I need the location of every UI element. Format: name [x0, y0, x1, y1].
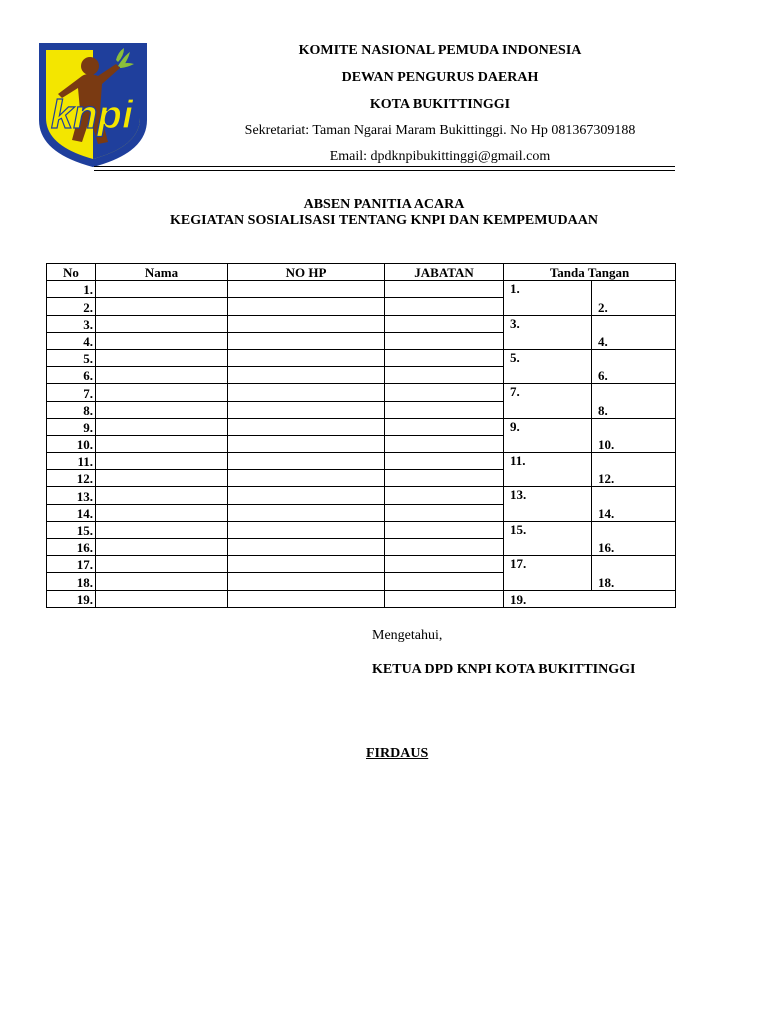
nama-cell[interactable]: [96, 315, 228, 332]
col-header-jabatan: JABATAN: [385, 264, 504, 281]
nohp-cell[interactable]: [228, 315, 385, 332]
jabatan-cell[interactable]: [385, 435, 504, 452]
row-number: 9.: [47, 418, 96, 435]
header-rule-thin: [94, 170, 675, 171]
table-row: [47, 453, 676, 470]
row-number: 6.: [47, 367, 96, 384]
nama-cell[interactable]: [96, 298, 228, 315]
row-number: 5.: [47, 349, 96, 366]
signature-cell-left[interactable]: 15.: [504, 521, 592, 555]
col-header-no: No: [47, 264, 96, 281]
nohp-cell[interactable]: [228, 418, 385, 435]
nohp-cell[interactable]: [228, 281, 385, 298]
nama-cell[interactable]: [96, 384, 228, 401]
nohp-cell[interactable]: [228, 573, 385, 590]
org-council: DEWAN PENGURUS DAERAH: [341, 70, 539, 85]
nohp-cell[interactable]: [228, 332, 385, 349]
nama-cell[interactable]: [96, 349, 228, 366]
chairman-title: KETUA DPD KNPI KOTA BUKITTINGGI: [372, 662, 636, 677]
nama-cell[interactable]: [96, 453, 228, 470]
nohp-cell[interactable]: [228, 298, 385, 315]
nohp-cell[interactable]: [228, 384, 385, 401]
table-row: [47, 521, 676, 538]
nohp-cell[interactable]: [228, 435, 385, 452]
row-number: 14.: [47, 504, 96, 521]
nohp-cell[interactable]: [228, 521, 385, 538]
org-name: KOMITE NASIONAL PEMUDA INDONESIA: [298, 43, 582, 58]
jabatan-cell[interactable]: [385, 573, 504, 590]
signature-cell-right[interactable]: 16.: [592, 521, 676, 555]
nama-cell[interactable]: [96, 418, 228, 435]
jabatan-cell[interactable]: [385, 367, 504, 384]
row-number: 11.: [47, 453, 96, 470]
nohp-cell[interactable]: [228, 453, 385, 470]
row-number: 4.: [47, 332, 96, 349]
col-header-tanda-tangan: Tanda Tangan: [504, 264, 676, 281]
signature-cell-right[interactable]: 14.: [592, 487, 676, 521]
row-number: 7.: [47, 384, 96, 401]
nohp-cell[interactable]: [228, 504, 385, 521]
table-row: [47, 349, 676, 366]
nama-cell[interactable]: [96, 487, 228, 504]
jabatan-cell[interactable]: [385, 349, 504, 366]
signature-cell-right[interactable]: 18.: [592, 556, 676, 590]
row-number: 10.: [47, 435, 96, 452]
jabatan-cell[interactable]: [385, 281, 504, 298]
table-row: [47, 315, 676, 332]
nohp-cell[interactable]: [228, 367, 385, 384]
nama-cell[interactable]: [96, 556, 228, 573]
signature-cell[interactable]: 19.: [504, 590, 676, 607]
row-number: 17.: [47, 556, 96, 573]
nama-cell[interactable]: [96, 521, 228, 538]
nama-cell[interactable]: [96, 470, 228, 487]
jabatan-cell[interactable]: [385, 401, 504, 418]
nama-cell[interactable]: [96, 573, 228, 590]
signature-cell-right[interactable]: 12.: [592, 453, 676, 487]
signature-cell-right[interactable]: 6.: [592, 349, 676, 383]
signature-cell-left[interactable]: 7.: [504, 384, 592, 418]
col-header-nama: Nama: [96, 264, 228, 281]
signature-cell-right[interactable]: 8.: [592, 384, 676, 418]
nama-cell[interactable]: [96, 332, 228, 349]
nama-cell[interactable]: [96, 401, 228, 418]
signature-cell-left[interactable]: 9.: [504, 418, 592, 452]
jabatan-cell[interactable]: [385, 332, 504, 349]
signature-cell-right[interactable]: 4.: [592, 315, 676, 349]
nohp-cell[interactable]: [228, 349, 385, 366]
signature-cell-left[interactable]: 3.: [504, 315, 592, 349]
nohp-cell[interactable]: [228, 487, 385, 504]
nama-cell[interactable]: [96, 539, 228, 556]
jabatan-cell[interactable]: [385, 453, 504, 470]
table-header-row: [47, 264, 676, 281]
table-row: [47, 556, 676, 573]
attendance-table: [46, 263, 676, 608]
org-city: KOTA BUKITTINGGI: [369, 97, 511, 112]
org-address: Sekretariat: Taman Ngarai Maram Bukittinggi. No Hp 081367309188: [244, 123, 636, 138]
jabatan-cell[interactable]: [385, 470, 504, 487]
row-number: 12.: [47, 470, 96, 487]
table-row: [47, 384, 676, 401]
signature-cell-left[interactable]: 13.: [504, 487, 592, 521]
signature-cell-left[interactable]: 5.: [504, 349, 592, 383]
acknowledged-label: Mengetahui,: [372, 628, 443, 643]
row-number: 13.: [47, 487, 96, 504]
jabatan-cell[interactable]: [385, 590, 504, 607]
nohp-cell[interactable]: [228, 539, 385, 556]
row-number: 15.: [47, 521, 96, 538]
signature-cell-left[interactable]: 1.: [504, 281, 592, 315]
logo-text: knpi: [50, 93, 134, 137]
table-row: [47, 418, 676, 435]
document-title: ABSEN PANITIA ACARA: [303, 197, 465, 212]
signature-cell-left[interactable]: 11.: [504, 453, 592, 487]
jabatan-cell[interactable]: [385, 504, 504, 521]
nohp-cell[interactable]: [228, 556, 385, 573]
nohp-cell[interactable]: [228, 401, 385, 418]
row-number: 19.: [47, 590, 96, 607]
jabatan-cell[interactable]: [385, 556, 504, 573]
nama-cell[interactable]: [96, 435, 228, 452]
nama-cell[interactable]: [96, 281, 228, 298]
row-number: 8.: [47, 401, 96, 418]
row-number: 3.: [47, 315, 96, 332]
knpi-logo: [38, 42, 148, 168]
jabatan-cell[interactable]: [385, 539, 504, 556]
col-header-nohp: NO HP: [228, 264, 385, 281]
jabatan-cell[interactable]: [385, 521, 504, 538]
row-number: 2.: [47, 298, 96, 315]
document-subtitle: KEGIATAN SOSIALISASI TENTANG KNPI DAN KEMPEMUDAAN: [170, 213, 598, 228]
org-email: Email: dpdknpibukittinggi@gmail.com: [329, 149, 551, 164]
chairman-name: FIRDAUS: [366, 746, 429, 761]
nama-cell[interactable]: [96, 367, 228, 384]
nohp-cell[interactable]: [228, 470, 385, 487]
signature-cell-right[interactable]: 2.: [592, 281, 676, 315]
row-number: 18.: [47, 573, 96, 590]
table-row: [47, 590, 676, 607]
row-number: 1.: [47, 281, 96, 298]
nohp-cell[interactable]: [228, 590, 385, 607]
signature-cell-right[interactable]: 10.: [592, 418, 676, 452]
jabatan-cell[interactable]: [385, 487, 504, 504]
signature-cell-left[interactable]: 17.: [504, 556, 592, 590]
jabatan-cell[interactable]: [385, 298, 504, 315]
jabatan-cell[interactable]: [385, 418, 504, 435]
jabatan-cell[interactable]: [385, 384, 504, 401]
row-number: 16.: [47, 539, 96, 556]
jabatan-cell[interactable]: [385, 315, 504, 332]
table-row: [47, 487, 676, 504]
nama-cell[interactable]: [96, 504, 228, 521]
header-rule-thick: [94, 166, 675, 167]
table-row: [47, 281, 676, 298]
nama-cell[interactable]: [96, 590, 228, 607]
